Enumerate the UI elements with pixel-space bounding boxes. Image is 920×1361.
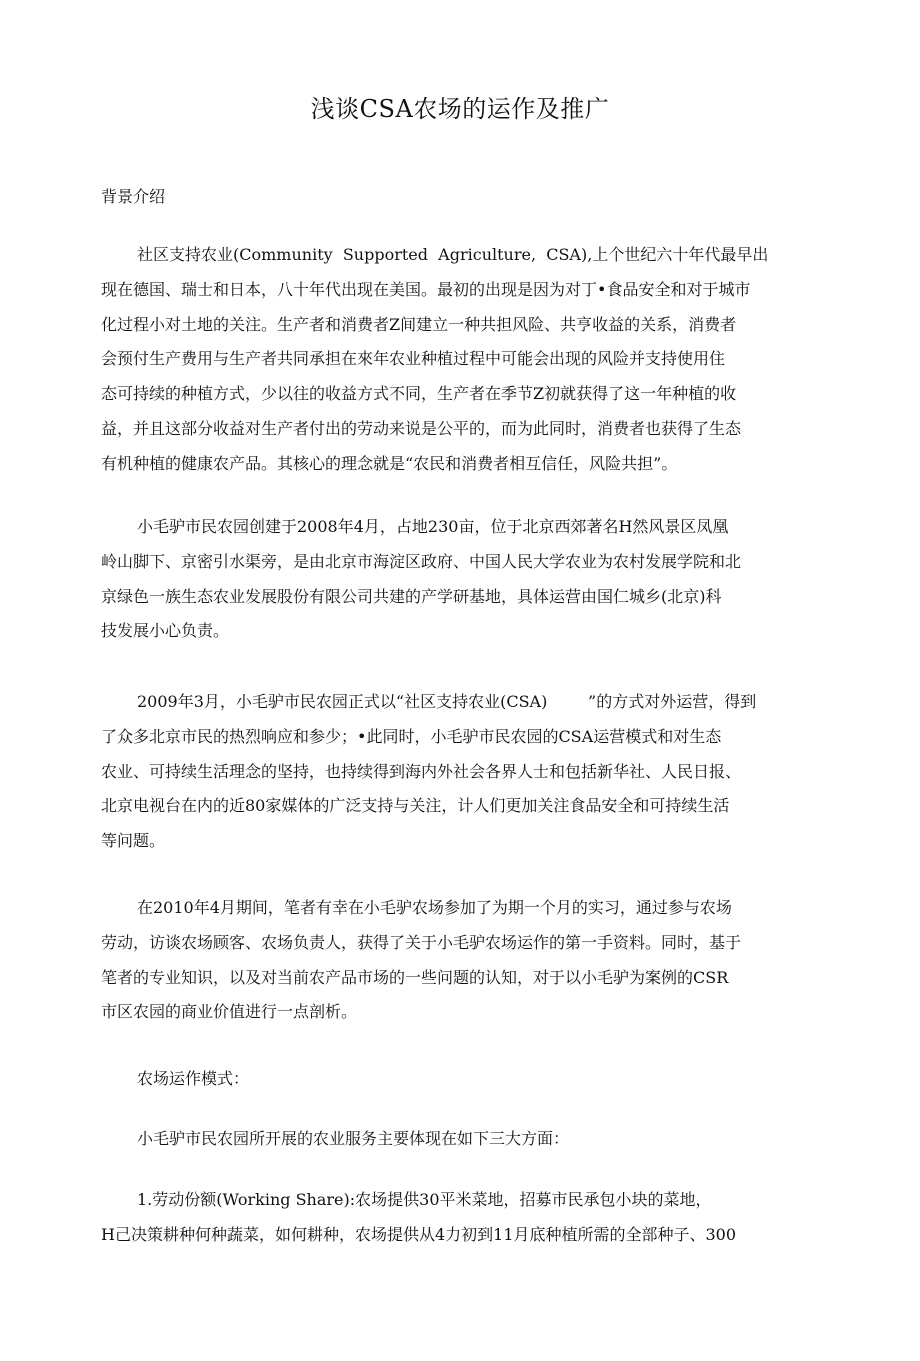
text-line: 了众多北京市民的热烈响应和参少；•此同时，小毛驴市民农园的CSA运营模式和对生态 xyxy=(101,726,722,746)
paragraph-background xyxy=(101,238,831,482)
text-line: 会预付生产费用与生产者共同承担在來年农业种植过程中可能会出现的风险并支持使用住 xyxy=(101,349,726,369)
subheading-farm-model xyxy=(101,1062,831,1097)
text-line: 技发展小心负责。 xyxy=(101,621,230,641)
text-line: 2009年3月，小毛驴市民农园正式以“社区支持农业(CSA) ”的方式对外运营，得到 xyxy=(137,692,757,711)
text-line: 小毛驴市民农园所开展的农业服务主要体现在如下三大方面： xyxy=(137,1129,570,1148)
text-line: 农场运作模式： xyxy=(137,1069,250,1088)
text-line: 等问题。 xyxy=(101,831,166,851)
paragraph-farm-intro xyxy=(101,510,831,649)
text-line: 背景介绍 xyxy=(101,187,166,206)
text-line: 岭山脚下、京密引水渠旁，是由北京市海淀区政府、中国人民大学农业为农村发展学院和北 xyxy=(101,551,742,571)
paragraph-services-intro xyxy=(101,1122,831,1157)
section-heading xyxy=(101,180,831,215)
text-line: 劳动，访谈农场顾客、农场负责人，获得了关于小毛驴农场运作的第一手资料。同时，基于 xyxy=(101,932,742,952)
text-line: 北京电视台在内的近80家媒体的广泛支持与关注，计人们更加关注食品安全和可持续生活 xyxy=(101,796,730,816)
text-line: 现在德国、瑞士和日本，八十年代出现在美国。最初的出现是因为对丁•食品安全和对于城市 xyxy=(101,279,751,299)
paragraph-working-share xyxy=(101,1183,831,1253)
text-line: 京绿色一族生态农业发展股份有限公司共建的产学研基地，具体运营由国仁城乡(北京)科 xyxy=(101,586,722,606)
document-title: 浅谈CSA农场的运作及推广 xyxy=(310,95,610,123)
text-line: 益，并且这部分收益对生产者付出的劳动来说是公平的，而为此同时，消费者也获得了生态 xyxy=(101,418,742,438)
paragraph-csa-operation xyxy=(101,685,831,859)
text-line: 农业、可持续生活理念的坚持，也持续得到海内外社会各界人士和包括新华社、人民日报、 xyxy=(101,761,742,781)
text-line: 笔者的专业知识，以及对当前农产品市场的一些问题的认知，对于以小毛驴为案例的CSR xyxy=(101,967,729,987)
text-line: 小毛驴市民农园创建于2008年4月，占地230亩，位于北京西郊著名H然风景区凤凰 xyxy=(137,517,729,536)
text-line: 1.劳动份额(Working Share):农场提供30平米菜地，招募市民承包小块的菜地， xyxy=(137,1190,712,1209)
text-line: 有机种植的健康农产品。其核心的理念就是“农民和消费者相互信任，风险共担”。 xyxy=(101,453,678,473)
text-line: 市区农园的商业价值进行一点剖析。 xyxy=(101,1002,358,1022)
text-line: H己决策耕种何种蔬菜，如何耕种，农场提供从4力初到11月底种植所需的全部种子、300 xyxy=(101,1224,737,1244)
text-line: 化过程小对土地的关注。生产者和消费者Z间建立一种共担风险、共亨收益的关系，消费者 xyxy=(101,314,737,334)
text-line: 社区支持农业(Community Supported Agriculture, CSA),上个世纪六十年代最早出 xyxy=(137,245,769,264)
paragraph-internship xyxy=(101,891,831,1030)
text-line: 态可持续的种植方式，少以往的收益方式不同，生产者在季节Z初就获得了这一年种植的收 xyxy=(101,384,737,404)
text-line: 在2010年4月期间，笔者有幸在小毛驴农场参加了为期一个月的实习，通过参与农场 xyxy=(137,898,732,917)
